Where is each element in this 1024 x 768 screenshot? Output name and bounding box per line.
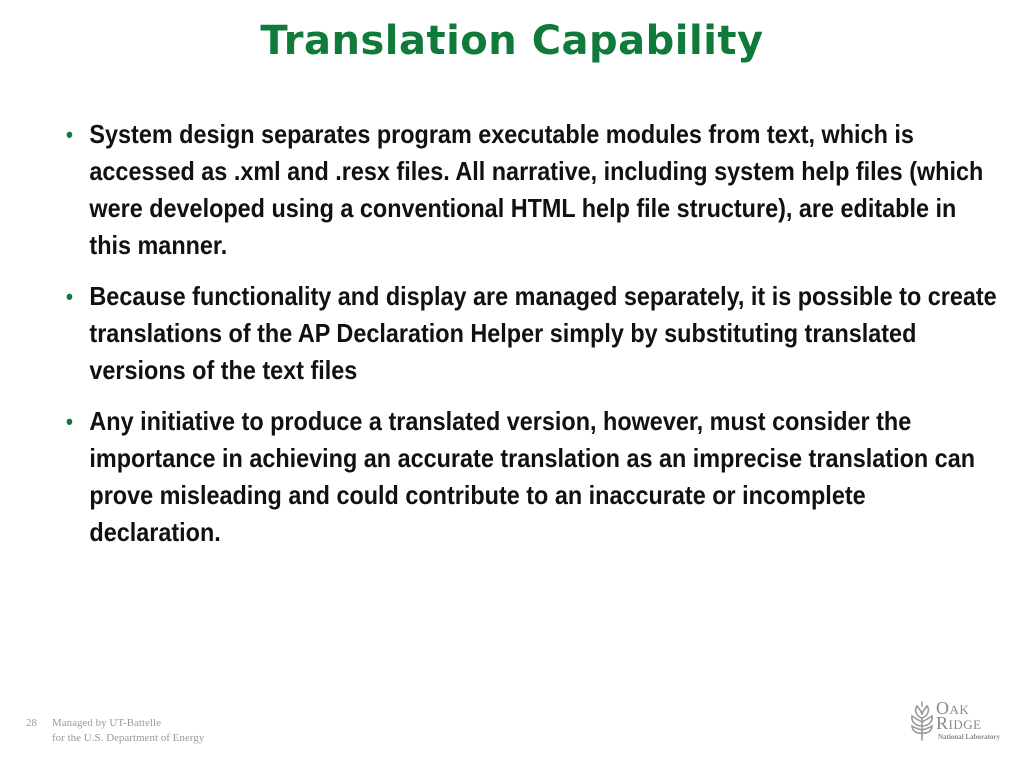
page-number: 28 [26,717,37,729]
bullet-item [66,278,998,389]
logo-text-ridge: Ridge [936,713,982,733]
slide-title: Translation Capability [260,18,764,64]
logo-text-oak: Oak [936,698,970,718]
oak-leaf-icon [908,700,936,742]
bullet-marker: • [66,122,73,147]
footer-line-managed-by: Managed by UT-Battelle [52,717,161,729]
bullet-list [66,116,996,565]
bullet-item [66,403,998,551]
bullet-text: Because functionality and display are managed separately, it is possible to create translations of the AP Declaration Helper simply by substituting translated versions of the text files [89,281,997,385]
oak-ridge-logo [908,698,1004,748]
logo-text-lab: National Laboratory [938,733,1001,741]
footer-text [52,716,204,746]
bullet-marker: • [66,409,73,434]
footer-line-department: for the U.S. Department of Energy [52,732,205,744]
bullet-marker: • [66,284,73,309]
bullet-item [66,116,998,264]
bullet-text: Any initiative to produce a translated version, however, must consider the importance in achieving an accurate translation as an imprecise translation can prove misleading and could contribute to an inaccurate or incomplete declaration. [89,406,976,547]
bullet-text: System design separates program executable modules from text, which is accessed as .xml and .resx files. All narrative, including system help files (which were developed using a conventional HTML help file structure), are editable in this manner. [89,119,984,260]
